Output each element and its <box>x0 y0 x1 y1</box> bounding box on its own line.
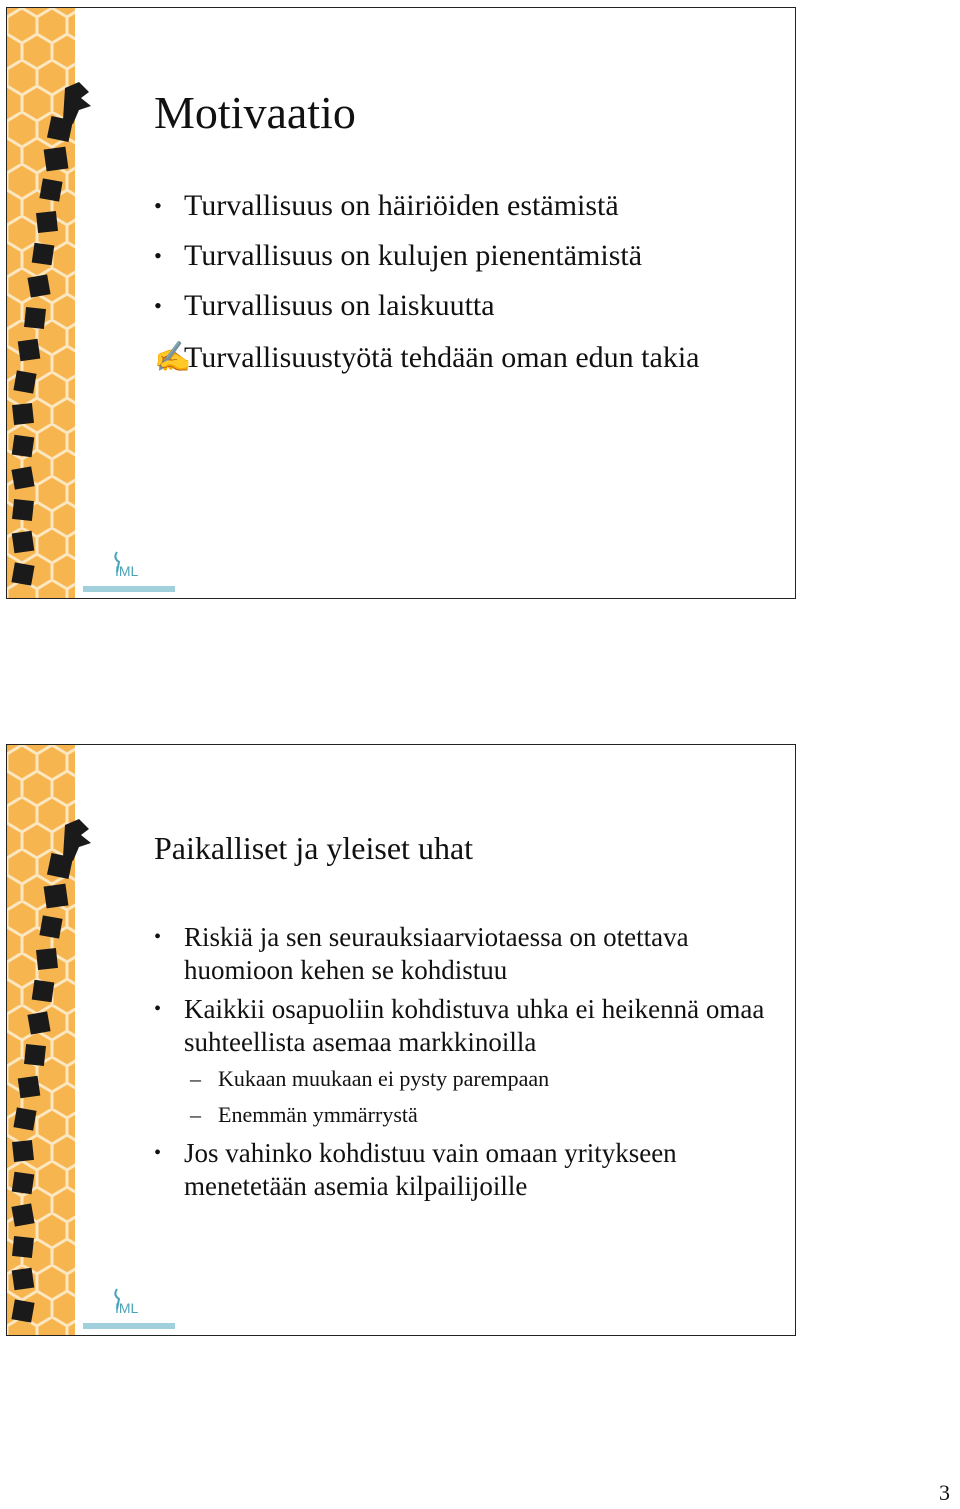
iml-logo <box>79 1285 179 1335</box>
list-item: • Turvallisuus on häiriöiden estämistä <box>154 186 775 226</box>
bullet-icon: • <box>154 926 162 948</box>
bullet-icon: • <box>154 243 162 268</box>
list-item: • Turvallisuus on laiskuutta <box>154 286 775 326</box>
bullet-icon: • <box>154 193 162 218</box>
slide-body <box>154 921 775 1203</box>
writing-hand-icon: ✍ <box>154 341 192 374</box>
bullet-icon: • <box>154 1142 162 1164</box>
list-item: • Turvallisuus on kulujen pienentämistä <box>154 236 775 276</box>
svg-text:IML: IML <box>115 1300 139 1316</box>
page-number: 3 <box>939 1480 950 1505</box>
svg-text:IML: IML <box>115 563 139 579</box>
bullet-icon: • <box>154 998 162 1020</box>
bullet-icon: • <box>154 293 162 318</box>
list-item: • Kaikkii osapuoliin kohdistuva uhka ei heikennä omaa suhteellista asemaa markkinoilla <box>154 994 765 1057</box>
list-item: • Riskiä ja sen seurauksiaarviotaessa on otettava huomioon kehen se kohdistuu <box>154 922 689 985</box>
slide-title: Paikalliset ja yleiset uhat <box>154 830 474 866</box>
dash-icon: – <box>190 1102 201 1127</box>
slide-motivaatio <box>6 7 796 599</box>
list-item: ✍ Turvallisuustyötä tehdään oman edun takia <box>154 336 775 380</box>
dash-icon: – <box>190 1066 201 1091</box>
slide-paikalliset-uhat <box>6 744 796 1336</box>
slide-body <box>154 186 775 390</box>
sub-list-item: – Kukaan muukaan ei pysty parempaan <box>154 1063 775 1095</box>
sub-list-item: – Enemmän ymmärrystä <box>154 1099 775 1131</box>
iml-logo <box>79 548 179 598</box>
slide-title: Motivaatio <box>154 87 356 138</box>
list-item: • Jos vahinko kohdistuu vain omaan yritykseen menetetään asemia kilpailijoille <box>154 1138 677 1201</box>
